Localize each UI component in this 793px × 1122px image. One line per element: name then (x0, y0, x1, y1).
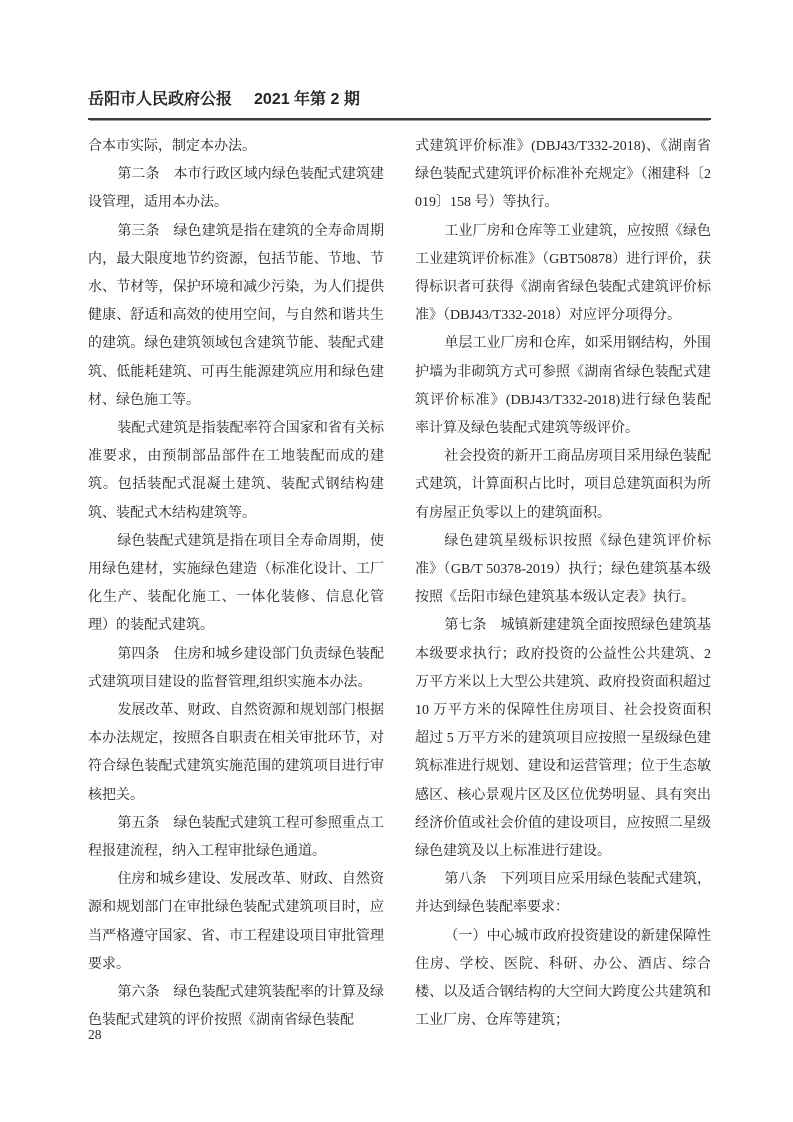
paragraph: 第八条 下列项目应采用绿色装配式建筑，并达到绿色装配率要求： (415, 872, 711, 916)
paragraph: 第二条 本市行政区域内绿色装配式建筑建设管理，适用本办法。 (88, 167, 384, 211)
paragraph: 第三条 绿色建筑是指在建筑的全寿命周期内，最大限度地节约资源，包括节能、节地、节水、节材等，保护环境和减少污染，为人们提供健康、舒适和高效的使用空间，与自然和谐共生的建筑。绿色建筑领域包含建筑节能、装配式建筑、低能耗建筑、可再生能源建筑应用和绿色建材、绿色施工等。 (88, 223, 384, 408)
column-left (88, 133, 384, 1036)
paragraph: 单层工业厂房和仓库，如采用钢结构，外围护墙为非砌筑方式可参照《湖南省绿色装配式建筑评价标准》(DBJ43/T332-2018)进行绿色装配率计算及绿色装配式建筑等级评价。 (415, 336, 711, 437)
paragraph: 第五条 绿色装配式建筑工程可参照重点工程报建流程，纳入工程审批绿色通道。 (88, 815, 384, 860)
paragraph: 第六条 绿色装配式建筑装配率的计算及绿色装配式建筑的评价按照《湖南省绿色装配 (88, 985, 384, 1029)
paragraph: 发展改革、财政、自然资源和规划部门根据本办法规定，按照各自职责在相关审批环节，对符合绿色装配式建筑实施范围的建筑项目进行审核把关。 (88, 703, 384, 803)
paragraph: 绿色装配式建筑是指在项目全寿命周期，使用绿色建材，实施绿色建造（标准化设计、工厂化生产、装配化施工、一体化装修、信息化管理）的装配式建筑。 (88, 533, 384, 634)
paragraph: （一）中心城市政府投资建设的新建保障性住房、学校、医院、科研、办公、酒店、综合楼、以及适合钢结构的大空间大跨度公共建筑和工业厂房、仓库等建筑； (415, 928, 711, 1029)
paragraph: 合本市实际，制定本办法。 (88, 139, 256, 154)
paragraph: 第七条 城镇新建建筑全面按照绿色建筑基本级要求执行；政府投资的公益性公共建筑、2 万平方米以上大型公共建筑、政府投资面积超过 10 万平方米的保障性住房项目、社会投资面积超过 5 万平方米的建筑项目应按照一星级绿色建筑标准进行规划、建设和运营管理；位于生态敏感区、核心景观片区及区位优势明显、具有突出经济价值或社会价值的建设项目，应按照二星级绿色建筑及以上标准进行建设。 (415, 618, 711, 860)
page-header (88, 91, 711, 120)
paragraph: 装配式建筑是指装配率符合国家和省有关标准要求，由预制部品部件在工地装配而成的建筑。包括装配式混凝土建筑、装配式钢结构建筑、装配式木结构建筑等。 (88, 421, 384, 521)
paragraph: 第四条 住房和城乡建设部门负责绿色装配式建筑项目建设的监督管理,组织实施本办法。 (88, 646, 384, 690)
page-number: 28 (88, 1027, 102, 1042)
paragraph: 式建筑评价标准》(DBJ43/T332-2018)、《湖南省绿色装配式建筑评价标准补充规定》（湘建科〔2019〕158 号）等执行。 (415, 139, 711, 211)
paragraph: 绿色建筑星级标识按照《绿色建筑评价标准》（GB/T 50378-2019）执行；绿色建筑基本级按照《岳阳市绿色建筑基本级认定表》执行。 (415, 533, 711, 606)
page-body (88, 133, 711, 1036)
journal-title: 岳阳市人民政府公报 (88, 91, 233, 108)
paragraph: 社会投资的新开工商品房项目采用绿色装配式建筑，计算面积占比时，项目总建筑面积为所有房屋正负零以上的建筑面积。 (415, 449, 711, 521)
paragraph: 住房和城乡建设、发展改革、财政、自然资源和规划部门在审批绿色装配式建筑项目时，应当严格遵守国家、省、市工程建设项目审批管理要求。 (88, 872, 384, 972)
paragraph: 工业厂房和仓库等工业建筑，应按照《绿色工业建筑评价标准》（GBT50878）进行评价，获得标识者可获得《湖南省绿色装配式建筑评价标准》（DBJ43/T332-2018）对应评分项得分。 (415, 223, 711, 324)
column-right (415, 133, 711, 1036)
issue-label: 2021 年第 2 期 (254, 91, 360, 108)
